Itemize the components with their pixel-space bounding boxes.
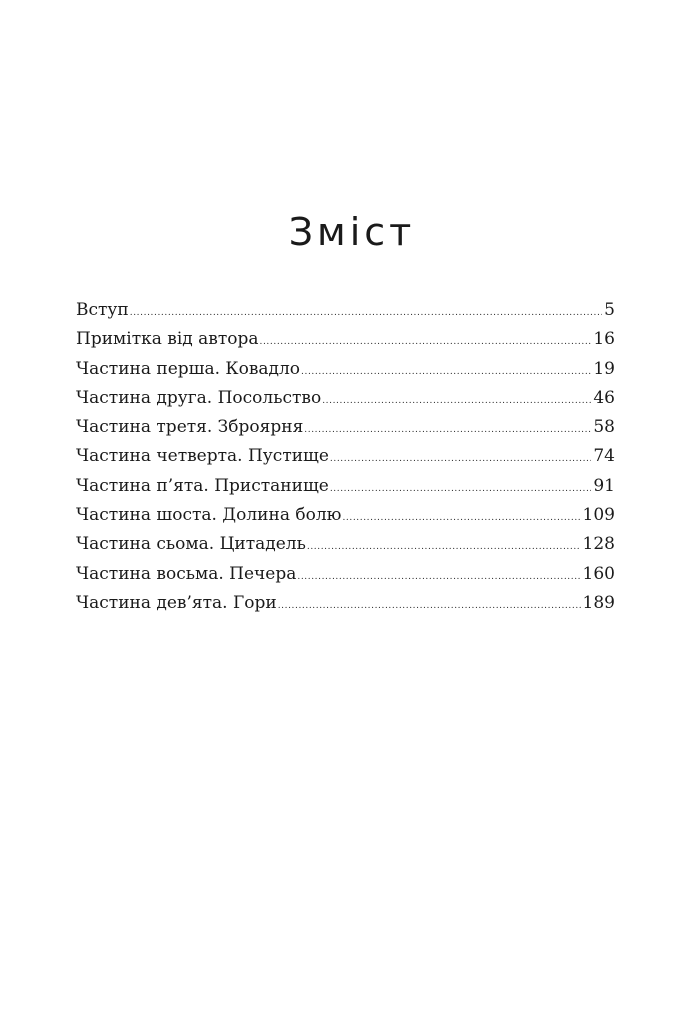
toc-entry-page: 46 [593,387,615,408]
toc-entry-title: Примітка від автора [76,329,259,350]
toc-entry-title: Частина восьма. Печера [76,563,297,584]
toc-entry-title: Частина шоста. Долина болю [76,505,342,526]
toc-entry-page: 19 [593,358,615,379]
toc-entry-title: Вступ [76,300,129,320]
dot-leader [307,543,581,552]
toc-entry-page: 91 [593,475,615,496]
toc-entry [76,296,615,325]
dot-leader [322,397,591,406]
toc-entry-page: 74 [593,446,615,467]
dot-leader [278,602,581,611]
toc-entry [76,384,615,413]
toc-entry-page: 5 [604,300,615,320]
toc-entry-page: 16 [593,329,615,350]
toc-entry [76,355,615,384]
toc-entry [76,325,615,354]
toc-entry [76,589,615,618]
page-title: Зміст [288,210,416,254]
toc-entry-page: 160 [582,563,615,584]
dot-leader [342,514,580,523]
toc-entry [76,442,615,471]
toc-entry-title: Частина друга. Посольство [76,387,322,408]
toc-entry [76,501,615,530]
dot-leader [260,338,592,347]
table-of-contents [76,296,615,618]
dot-leader [330,455,591,464]
toc-entry-title: Частина перша. Ковадло [76,358,301,379]
dot-leader [330,485,592,494]
toc-entry-title: Частина третя. Зброярня [76,417,304,438]
toc-entry-page: 189 [582,592,615,613]
toc-entry [76,472,615,501]
toc-entry-page: 109 [582,505,615,526]
toc-entry-page: 128 [582,534,615,555]
toc-entry-page: 58 [593,417,615,438]
toc-entry [76,530,615,559]
dot-leader [297,573,580,582]
toc-entry-title: Частина сьома. Цитадель [76,534,306,555]
toc-entry-title: Частина четверта. Пустище [76,446,329,467]
toc-entry [76,413,615,442]
dot-leader [301,368,591,377]
toc-entry-title: Частина дев’ята. Гори [76,592,277,613]
dot-leader [130,309,602,318]
toc-entry-title: Частина п’ята. Пристанище [76,475,329,496]
toc-entry [76,560,615,589]
dot-leader [304,426,591,435]
